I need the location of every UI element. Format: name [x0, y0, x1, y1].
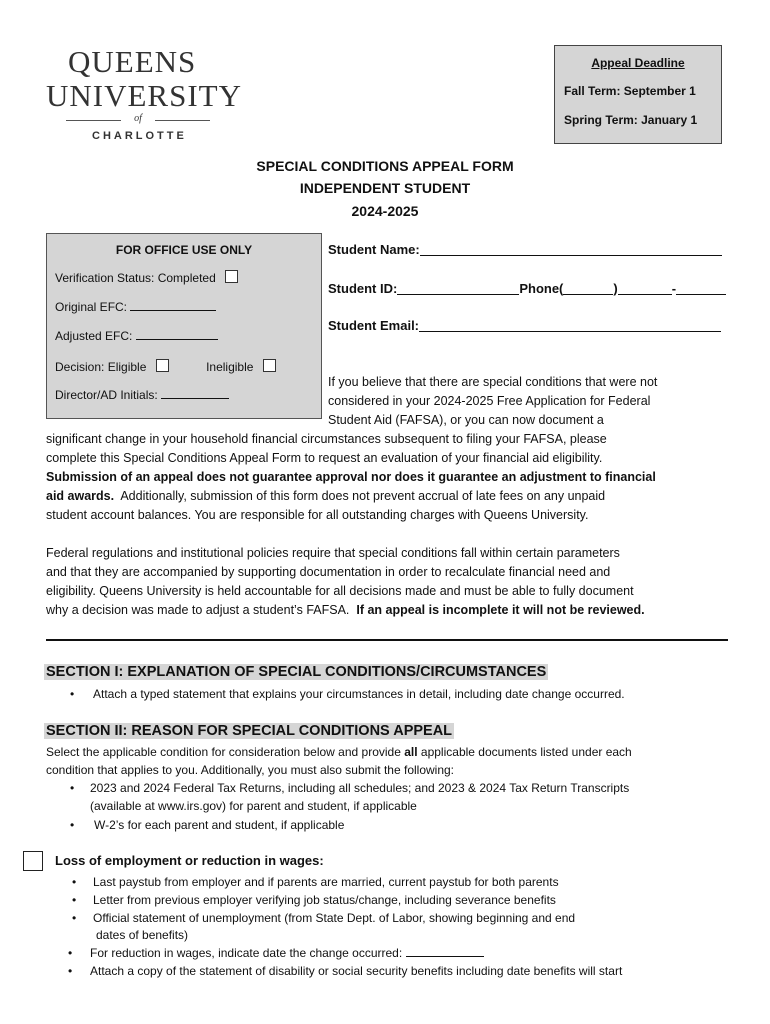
section-2-bullet-1-text: 2023 and 2024 Federal Tax Returns, including all schedules; and 2023 & 2024 Tax Return Transcripts	[90, 781, 630, 795]
adjusted-efc-label: Adjusted EFC:	[55, 329, 133, 343]
section-2-bullet-2-text: W-2’s for each parent and student, if applicable	[94, 818, 345, 832]
student-email-row	[328, 318, 721, 333]
section-divider	[46, 639, 728, 641]
office-use-box	[46, 233, 322, 419]
section-2-intro-a: Select the applicable condition for consideration below and provide	[46, 745, 405, 759]
intro-line-4: significant change in your household financial circumstances subsequent to filing your FAFSA, please	[46, 432, 607, 446]
phone-paren: )	[613, 281, 618, 296]
section-2-intro-1	[46, 743, 632, 761]
federal-line-1: Federal regulations and institutional policies require that special conditions fall within certain parameters	[46, 546, 620, 560]
federal-line-4	[46, 601, 645, 620]
initials-field[interactable]	[161, 388, 229, 399]
section-1-bullet-text: Attach a typed statement that explains your circumstances in detail, including date change occurred.	[93, 687, 625, 701]
logo-queens: QUEENS	[68, 44, 197, 79]
employment-bullet-3-text: Official statement of unemployment (from State Dept. of Labor, showing beginning and end	[93, 911, 576, 925]
verification-row	[55, 270, 238, 285]
intro-line-8: student account balances. You are responsible for all outstanding charges with Queens University.	[46, 508, 589, 522]
employment-bullet-4	[68, 944, 484, 962]
adjusted-efc-row	[55, 329, 218, 343]
original-efc-row	[55, 300, 216, 314]
employment-bullet-3-cont: dates of benefits)	[96, 928, 189, 942]
bullet-dot: •	[70, 818, 75, 832]
employment-bullet-1	[72, 873, 559, 891]
bullet-dot: •	[68, 964, 73, 978]
employment-bullet-2	[72, 891, 556, 909]
form-title: SPECIAL CONDITIONS APPEAL FORM	[256, 158, 514, 174]
section-2-title: SECTION II: REASON FOR SPECIAL CONDITIONS APPEAL	[46, 723, 453, 739]
verification-label: Verification Status: Completed	[55, 271, 216, 285]
deadline-title: Appeal Deadline	[591, 56, 685, 70]
decision-row	[55, 359, 276, 374]
phone-area-field[interactable]	[563, 282, 613, 295]
original-efc-field[interactable]	[130, 300, 216, 311]
employment-title: Loss of employment or reduction in wages:	[55, 853, 324, 868]
office-header: FOR OFFICE USE ONLY	[115, 243, 253, 257]
bullet-dot: •	[68, 946, 73, 960]
section-2-bullet-1	[70, 779, 629, 797]
intro-line-7-rest: Additionally, submission of this form does not prevent accrual of late fees on any unpaid	[114, 489, 606, 503]
student-name-field[interactable]	[420, 243, 722, 256]
appeal-deadline-box	[554, 45, 722, 144]
phone-dash: -	[671, 281, 677, 296]
loss-of-employment-checkbox[interactable]	[23, 851, 43, 871]
student-email-field[interactable]	[419, 319, 721, 332]
student-name-label: Student Name:	[328, 242, 420, 257]
section-2-intro-c: applicable documents listed under each	[417, 745, 632, 759]
logo-university: UNIVERSITY	[46, 78, 242, 113]
deadline-spring: Spring Term: January 1	[564, 113, 698, 127]
intro-line-1: If you believe that there are special conditions that were not	[328, 375, 658, 389]
federal-line-2: and that they are accompanied by supporting documentation in order to recalculate financial need and	[46, 565, 611, 579]
ineligible-checkbox[interactable]	[263, 359, 276, 372]
form-year: 2024-2025	[351, 203, 419, 219]
section-2-all: all	[404, 745, 418, 759]
intro-bold-awards: aid awards.	[46, 489, 115, 503]
section-2-bullet-2	[70, 816, 344, 834]
intro-line-3: Student Aid (FAFSA), or you can now document a	[328, 413, 604, 427]
bullet-dot: •	[72, 875, 77, 889]
employment-bullet-3	[72, 909, 575, 927]
intro-line-2: considered in your 2024-2025 Free Application for Federal	[328, 394, 651, 408]
phone-prefix-field[interactable]	[618, 282, 672, 295]
intro-line-6: Submission of an appeal does not guarantee approval nor does it guarantee an adjustment to financial	[46, 470, 656, 484]
verification-checkbox[interactable]	[225, 270, 238, 283]
initials-row	[55, 388, 229, 402]
original-efc-label: Original EFC:	[55, 300, 128, 314]
intro-line-7	[46, 487, 605, 506]
bullet-dot: •	[70, 687, 75, 701]
employment-bullet-5-text: Attach a copy of the statement of disability or social security benefits including date benefits will start	[90, 964, 623, 978]
student-id-field[interactable]	[397, 282, 519, 295]
adjusted-efc-field[interactable]	[136, 329, 218, 340]
section-1-bullet	[70, 685, 625, 703]
section-2-intro-2: condition that applies to you. Additionally, you must also submit the following:	[46, 763, 455, 777]
employment-bullet-1-text: Last paystub from employer and if parents are married, current paystub for both parents	[93, 875, 559, 889]
logo-of: of	[66, 113, 210, 124]
bullet-dot: •	[70, 781, 75, 795]
phone-label: Phone(	[519, 281, 564, 296]
decision-ineligible-label: Ineligible	[206, 360, 254, 374]
student-email-label: Student Email:	[328, 318, 420, 333]
logo-charlotte: CHARLOTTE	[92, 130, 187, 142]
employment-bullet-4-text: For reduction in wages, indicate date the change occurred:	[90, 946, 403, 960]
employment-bullet-5	[68, 962, 622, 980]
student-id-row	[328, 281, 726, 296]
federal-line-3: eligibility. Queens University is held accountable for all decisions made and must be able to fully document	[46, 584, 634, 598]
initials-label: Director/AD Initials:	[55, 388, 158, 402]
bullet-dot: •	[72, 893, 77, 907]
intro-line-5: complete this Special Conditions Appeal Form to request an evaluation of your financial aid eligibility.	[46, 451, 603, 465]
eligible-checkbox[interactable]	[156, 359, 169, 372]
section-1-title: SECTION I: EXPLANATION OF SPECIAL CONDITIONS/CIRCUMSTANCES	[46, 664, 547, 680]
federal-incomplete-warning: If an appeal is incomplete it will not be reviewed.	[356, 603, 645, 617]
student-id-label: Student ID:	[328, 281, 398, 296]
phone-line-field[interactable]	[676, 282, 726, 295]
section-2-bullet-1-cont: (available at www.irs.gov) for parent and student, if applicable	[90, 799, 417, 813]
student-name-row	[328, 242, 722, 257]
deadline-fall: Fall Term: September 1	[564, 84, 696, 98]
employment-bullet-2-text: Letter from previous employer verifying job status/change, including severance benefits	[93, 893, 556, 907]
decision-eligible-label: Decision: Eligible	[55, 360, 147, 374]
bullet-dot: •	[72, 911, 77, 925]
wage-change-date-field[interactable]	[406, 945, 484, 957]
federal-line-4-text: why a decision was made to adjust a student’s FAFSA.	[46, 603, 357, 617]
form-subtitle: INDEPENDENT STUDENT	[299, 180, 471, 196]
